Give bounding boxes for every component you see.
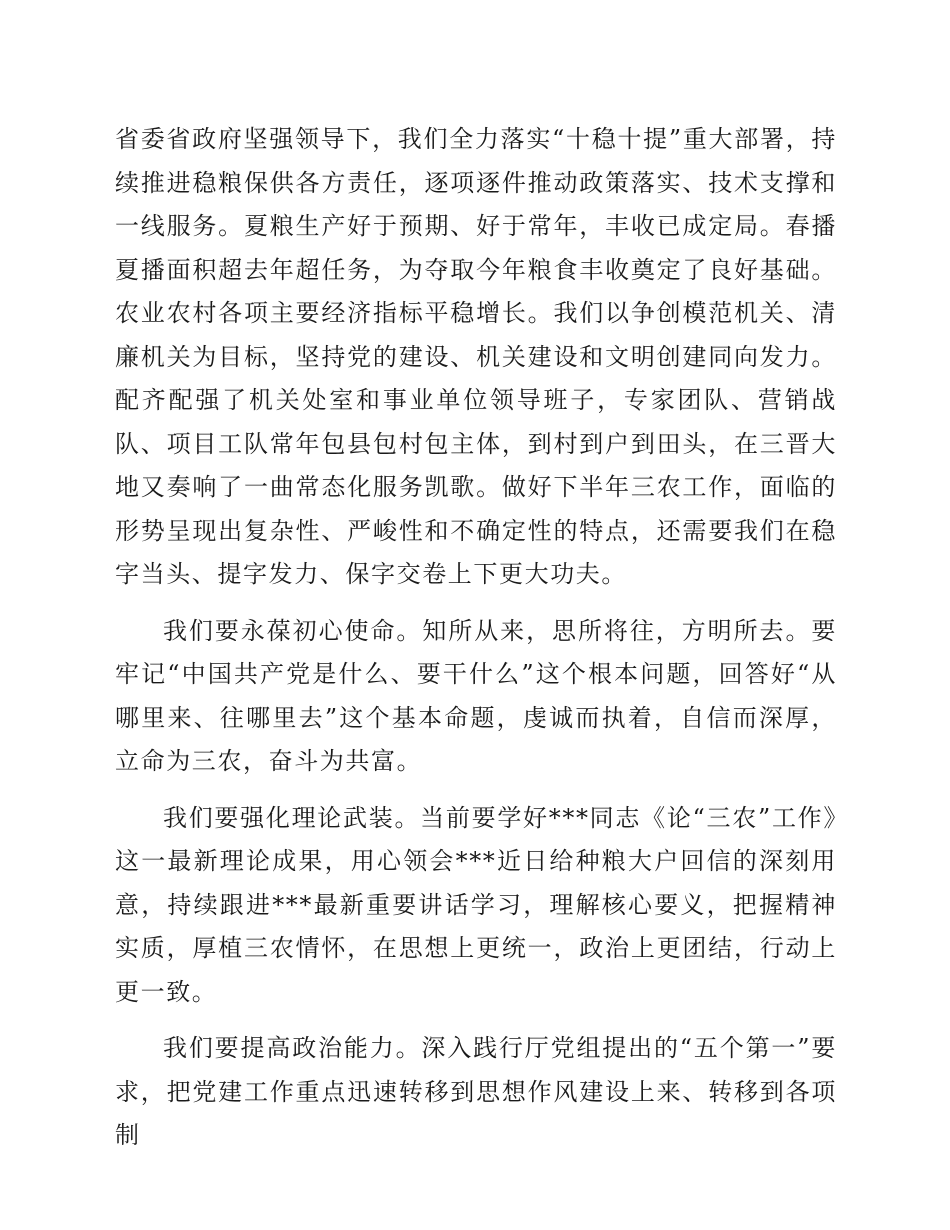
- paragraph-theory: 我们要强化理论武装。当前要学好***同志《论“三农”工作》这一最新理论成果，用心领会***近日给种粮大户回信的深刻用意，持续跟进***最新重要讲话学习，理解核心要义，把握精神实质，厚植三农情怀，在思想上更统一，政治上更团结，行动上更一致。: [115, 803, 837, 1006]
- paragraph-mission: 我们要永葆初心使命。知所从来，思所将往，方明所去。要牢记“中国共产党是什么、要干什么”这个根本问题，回答好“从哪里来、往哪里去”这个基本命题，虔诚而执着，自信而深厚，立命为三农，奋斗为共富。: [115, 616, 837, 775]
- paragraph-political-ability: 我们要提高政治能力。深入践行厅党组提出的“五个第一”要求，把党建工作重点迅速转移到思想作风建设上来、转移到各项制: [115, 1034, 837, 1149]
- document-body: [115, 118, 837, 1171]
- paragraph-continued: 省委省政府坚强领导下，我们全力落实“十稳十提”重大部署，持续推进稳粮保供各方责任，逐项逐件推动政策落实、技术支撑和一线服务。夏粮生产好于预期、好于常年，丰收已成定局。春播夏播面积超去年超任务，为夺取今年粮食丰收奠定了良好基础。农业农村各项主要经济指标平稳增长。我们以争创模范机关、清廉机关为目标，坚持党的建设、机关建设和文明创建同向发力。配齐配强了机关处室和事业单位领导班子，专家团队、营销战队、项目工队常年包县包村包主体，到村到户到田头，在三晋大地又奏响了一曲常态化服务凯歌。做好下半年三农工作，面临的形势呈现出复杂性、严峻性和不确定性的特点，还需要我们在稳字当头、提字发力、保字交卷上下更大功夫。: [115, 125, 837, 588]
